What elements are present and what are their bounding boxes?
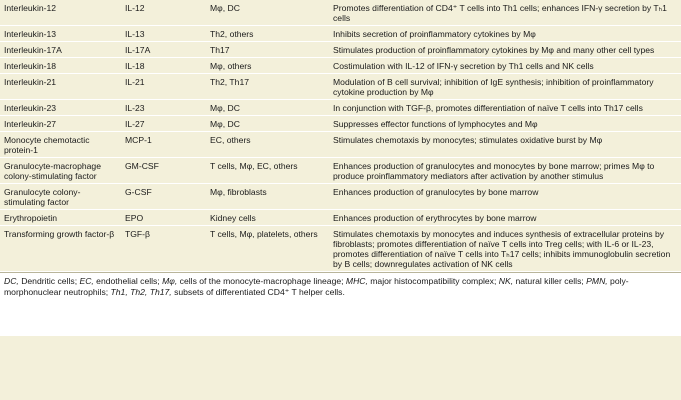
- cytokine-name-cell: Interleukin-21: [0, 74, 121, 100]
- action-cell: Stimulates chemotaxis by monocytes; stimulates oxidative burst by Mφ: [329, 132, 681, 158]
- footnote-term: MHC,: [345, 276, 368, 286]
- table-row: [0, 100, 681, 116]
- footnote-definition: poly-morphonuclear neutrophils;: [4, 276, 629, 297]
- source-cell: T cells, Mφ, platelets, others: [206, 226, 329, 272]
- footnote-definition: endothelial cells;: [93, 276, 163, 286]
- table-row: [0, 184, 681, 210]
- action-cell: Suppresses effector functions of lymphocytes and Mφ: [329, 116, 681, 132]
- source-cell: Mφ, DC: [206, 0, 329, 26]
- action-cell: Stimulates production of proinflammatory cytokines by Mφ and many other cell types: [329, 42, 681, 58]
- action-cell: In conjunction with TGF-β, promotes differentiation of naïve T cells into Th17 cells: [329, 100, 681, 116]
- footnote-term: DC,: [4, 276, 19, 286]
- source-cell: Mφ, DC: [206, 100, 329, 116]
- source-cell: Kidney cells: [206, 210, 329, 226]
- source-cell: Th2, others: [206, 26, 329, 42]
- footnote-definition: Dendritic cells;: [18, 276, 80, 286]
- footnote-term: Mφ,: [162, 276, 178, 286]
- cytokine-name-cell: Monocyte chemotactic protein-1: [0, 132, 121, 158]
- abbreviation-cell: IL-18: [121, 58, 206, 74]
- abbreviation-cell: EPO: [121, 210, 206, 226]
- cytokine-name-cell: Interleukin-23: [0, 100, 121, 116]
- cytokine-name-cell: Granulocyte-macrophage colony-stimulating factor: [0, 158, 121, 184]
- footnote-term: Th1, Th2, Th17,: [110, 287, 172, 297]
- source-cell: EC, others: [206, 132, 329, 158]
- cytokine-name-cell: Interleukin-18: [0, 58, 121, 74]
- footnote-term: EC,: [79, 276, 94, 286]
- action-cell: Promotes differentiation of CD4⁺ T cells into Th1 cells; enhances IFN-γ secretion by Tₕ1 cells: [329, 0, 681, 26]
- source-cell: Mφ, fibroblasts: [206, 184, 329, 210]
- abbreviation-cell: IL-23: [121, 100, 206, 116]
- table-row: [0, 210, 681, 226]
- action-cell: Enhances production of granulocytes by bone marrow: [329, 184, 681, 210]
- abbreviation-cell: G-CSF: [121, 184, 206, 210]
- action-cell: Inhibits secretion of proinflammatory cytokines by Mφ: [329, 26, 681, 42]
- action-cell: Stimulates chemotaxis by monocytes and induces synthesis of extracellular proteins by fibroblasts; promotes differentiation of naïve T cells into Treg cells; with IL-6 or IL-23, promotes differentiation of naïve T cells into Tₕ17 cells; inhibits immunoglobulin secretion by B cells; downregulates activation of NK cells: [329, 226, 681, 272]
- abbreviation-cell: IL-13: [121, 26, 206, 42]
- abbreviation-cell: IL-12: [121, 0, 206, 26]
- cytokine-name-cell: Interleukin-13: [0, 26, 121, 42]
- cytokine-name-cell: Transforming growth factor-β: [0, 226, 121, 272]
- action-cell: Costimulation with IL-12 of IFN-γ secretion by Th1 cells and NK cells: [329, 58, 681, 74]
- table-row: [0, 226, 681, 272]
- cytokine-name-cell: Interleukin-12: [0, 0, 121, 26]
- table-row: [0, 0, 681, 26]
- action-cell: Modulation of B cell survival; inhibition of IgE synthesis; inhibition of proinflammatory cytokine production by Mφ: [329, 74, 681, 100]
- table-row: [0, 26, 681, 42]
- table-row: [0, 116, 681, 132]
- abbreviation-cell: IL-21: [121, 74, 206, 100]
- source-cell: T cells, Mφ, EC, others: [206, 158, 329, 184]
- abbreviation-cell: IL-17A: [121, 42, 206, 58]
- footnote-definition: cells of the monocyte-macrophage lineage;: [177, 276, 346, 286]
- source-cell: Mφ, others: [206, 58, 329, 74]
- action-cell: Enhances production of erythrocytes by bone marrow: [329, 210, 681, 226]
- abbreviation-cell: TGF-β: [121, 226, 206, 272]
- table-row: [0, 158, 681, 184]
- cytokine-name-cell: Granulocyte colony-stimulating factor: [0, 184, 121, 210]
- footnote-term: NK,: [498, 276, 514, 286]
- footnote-term: PMN,: [586, 276, 608, 286]
- source-cell: Th2, Th17: [206, 74, 329, 100]
- abbreviation-cell: GM-CSF: [121, 158, 206, 184]
- table-row: [0, 58, 681, 74]
- table-footnote: [0, 272, 681, 336]
- footnote-definition: natural killer cells;: [513, 276, 587, 286]
- source-cell: Th17: [206, 42, 329, 58]
- source-cell: Mφ, DC: [206, 116, 329, 132]
- cytokine-name-cell: Interleukin-27: [0, 116, 121, 132]
- table-row: [0, 42, 681, 58]
- action-cell: Enhances production of granulocytes and monocytes by bone marrow; primes Mφ to produce proinflammatory mediators after activation by another stimulus: [329, 158, 681, 184]
- abbreviation-cell: MCP-1: [121, 132, 206, 158]
- footnote-definition: major histocompatibility complex;: [367, 276, 499, 286]
- footnote-definition: subsets of differentiated CD4⁺ T helper cells.: [171, 287, 345, 297]
- cytokine-name-cell: Erythropoietin: [0, 210, 121, 226]
- abbreviation-cell: IL-27: [121, 116, 206, 132]
- table-row: [0, 132, 681, 158]
- cytokine-name-cell: Interleukin-17A: [0, 42, 121, 58]
- table-row: [0, 74, 681, 100]
